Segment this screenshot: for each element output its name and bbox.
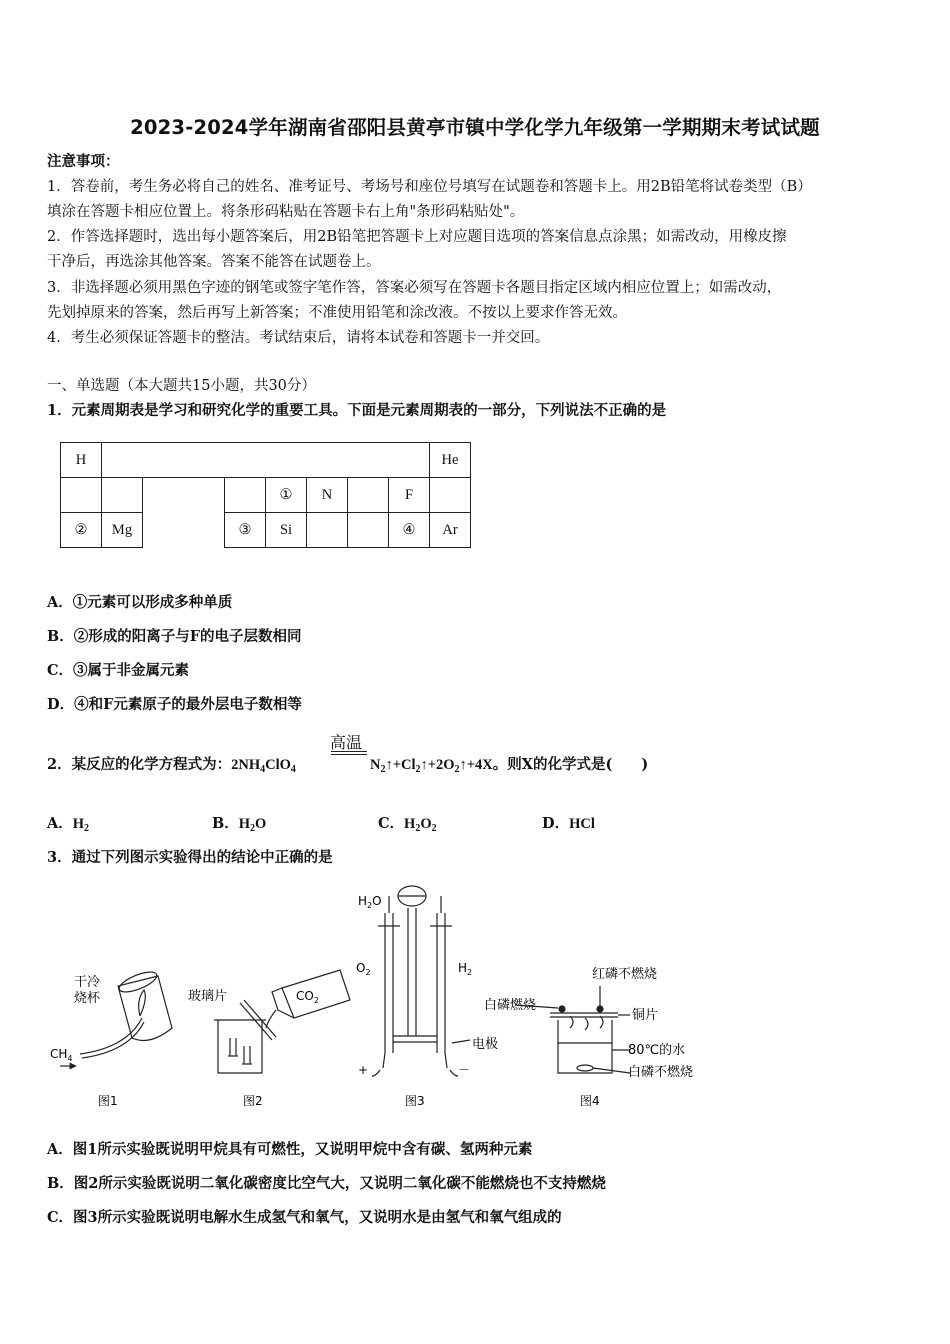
cell-H: H	[61, 443, 102, 478]
cell-Mg: Mg	[102, 513, 143, 548]
q2-arrow-line	[331, 751, 367, 752]
fig3-caption: 图3	[405, 1094, 425, 1108]
fig1-label-dry: 干冷	[74, 975, 101, 990]
notice-line: 2．作答选择题时，选出每小题答案后，用2B铅笔把答题卡上对应题目选项的答案信息点涂黑；如需改动，用橡皮擦	[47, 229, 787, 245]
fig4-caption: 图4	[580, 1094, 600, 1108]
notice-line: 先划掉原来的答案，然后再写上新答案；不准使用铅笔和涂改液。不按以上要求作答无效。	[47, 305, 627, 321]
fig2-caption: 图2	[243, 1094, 263, 1108]
q2-option-c: C．$H_2O_2$	[378, 815, 437, 834]
question-1-stem: 1．元素周期表是学习和研究化学的重要工具。下面是元素周期表的一部分，下列说法不正确的是	[47, 402, 667, 419]
notice-line: 干净后，再选涂其他答案。答案不能答在试题卷上。	[47, 254, 381, 270]
cell-gap	[143, 513, 184, 548]
fig1-caption: 图1	[98, 1094, 118, 1108]
cell-empty	[348, 478, 389, 513]
notice-line: 1．答卷前，考生务必将自己的姓名、准考证号、考场号和座位号填写在试题卷和答题卡上。用2B铅笔将试卷类型（B）	[47, 179, 812, 195]
fig3-minus: －	[458, 1063, 471, 1077]
q3-option-c: C．图3所示实验既说明电解水生成氢气和氧气，又说明水是由氢气和氧气组成的	[47, 1209, 562, 1226]
q1-option-a: A．①元素可以形成多种单质	[47, 594, 233, 611]
q3-option-a: A．图1所示实验既说明甲烷具有可燃性，又说明甲烷中含有碳、氢两种元素	[47, 1141, 533, 1158]
fig4-label-white-noburn: 白磷不燃烧	[628, 1065, 694, 1080]
cell-Ar: Ar	[430, 513, 471, 548]
question-2-stem	[47, 755, 296, 780]
cell-F: F	[389, 478, 430, 513]
page-title: 2023-2024学年湖南省邵阳县黄亭市镇中学化学九年级第一学期期末考试试题	[130, 116, 820, 139]
cell-He: He	[430, 443, 471, 478]
cell-N: N	[307, 478, 348, 513]
notice-line: 填涂在答题卡相应位置上。将条形码粘贴在答题卡右上角"条形码粘贴处"。	[47, 204, 525, 220]
notice-heading: 注意事项：	[47, 153, 120, 170]
fig3-plus: +	[358, 1063, 369, 1077]
cell-gap	[102, 443, 430, 478]
q2-products: $N_2↑+Cl_2↑+2O_2↑+4X$。则X的化学式是( )	[370, 756, 649, 775]
q2-prefix: 2．某反应的化学方程式为：	[47, 756, 232, 773]
fig2-label-glass: 玻璃片	[188, 989, 228, 1004]
cell-empty	[61, 478, 102, 513]
q3-option-b: B．图2所示实验既说明二氧化碳密度比空气大，又说明二氧化碳不能燃烧也不支持燃烧	[47, 1175, 606, 1192]
cell-gap	[143, 478, 184, 513]
cell-empty	[348, 513, 389, 548]
cell-marker-1: ①	[266, 478, 307, 513]
fig3-diagram	[372, 886, 473, 1076]
fig3-h2: $H_2$	[458, 961, 473, 977]
cell-gap	[184, 513, 225, 548]
q1-option-b: B．②形成的阳离子与F的电子层数相同	[47, 628, 302, 645]
q2-option-a: A．$H_2$	[47, 815, 90, 834]
question-3-stem: 3．通过下列图示实验得出的结论中正确的是	[47, 849, 333, 866]
q2-option-d: D．HCl	[542, 815, 595, 832]
section-heading: 一、单选题（本大题共15小题，共30分）	[47, 378, 316, 394]
fig4-label-copper: 铜片	[632, 1008, 659, 1023]
fig3-water: $H_2O$	[358, 894, 382, 910]
q1-option-d: D．④和F元素原子的最外层电子数相等	[47, 696, 302, 713]
cell-Si: Si	[266, 513, 307, 548]
q1-option-c: C．③属于非金属元素	[47, 662, 190, 679]
cell-empty	[430, 478, 471, 513]
q2-arrow-line	[331, 754, 367, 755]
periodic-table	[60, 442, 471, 548]
fig3-electrode: 电极	[472, 1037, 499, 1052]
fig1-label-beaker: 烧杯	[74, 991, 101, 1006]
fig4-label-white-burn: 白磷燃烧	[484, 998, 537, 1013]
cell-marker-2: ②	[61, 513, 102, 548]
experiment-figures	[40, 878, 740, 1118]
fig2-gas: $CO_2$	[296, 989, 319, 1005]
cell-empty	[102, 478, 143, 513]
fig1-gas: $CH_4$	[50, 1047, 73, 1063]
fig4-label-water: 80℃的水	[628, 1043, 686, 1058]
fig3-o2: $O_2$	[356, 961, 371, 977]
notice-line: 4．考生必须保证答题卡的整洁。考试结束后，请将本试卷和答题卡一并交回。	[47, 330, 550, 346]
fig4-label-red: 红磷不燃烧	[592, 967, 658, 982]
cell-empty	[225, 478, 266, 513]
q2-option-b: B．$H_2O$	[212, 815, 267, 834]
q2-condition: 高温	[330, 733, 363, 752]
notice-line: 3．非选择题必须用黑色字迹的钢笔或签字笔作答，答案必须写在答题卡各题目指定区域内相应位置上；如需改动，	[47, 280, 782, 296]
fig2-diagram	[214, 970, 350, 1073]
cell-marker-4: ④	[389, 513, 430, 548]
q2-reactant: $2NH_4ClO_4$	[231, 757, 296, 775]
cell-empty	[307, 513, 348, 548]
cell-gap	[184, 478, 225, 513]
cell-marker-3: ③	[225, 513, 266, 548]
